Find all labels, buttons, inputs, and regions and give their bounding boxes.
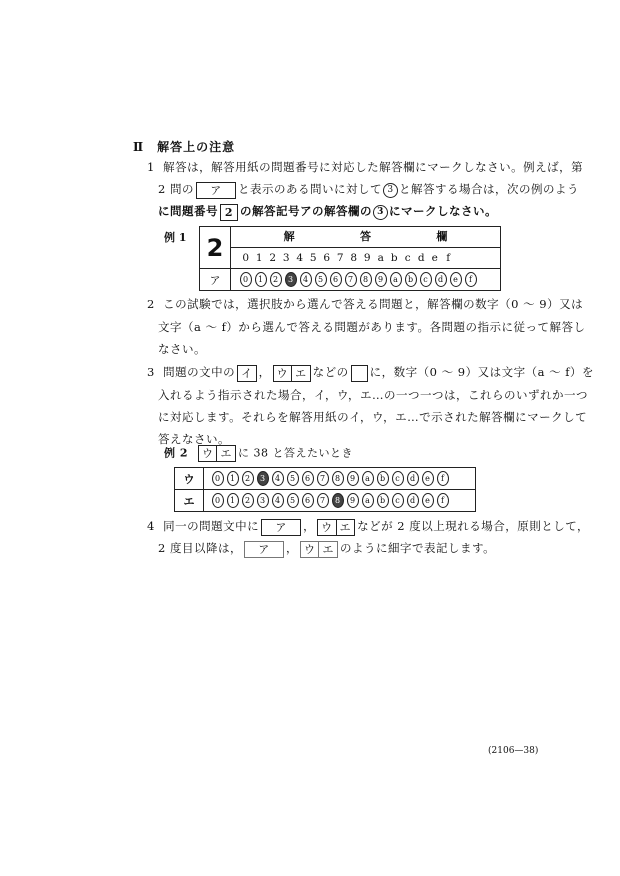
answer-bubble-0[interactable]: 0 [212,471,224,486]
example1-label: 例 1 [164,231,187,244]
answer-bubble-8[interactable]: 8 [332,471,344,486]
item3-line2: 入れるよう指示された場合，イ，ウ，エ…の一つ一つは，これらのいずれか一つ [158,388,589,402]
answer-bubble-4[interactable]: 4 [300,272,312,287]
answer-box-u: ウ [273,365,293,382]
item4-box-a-thin: ア [244,541,284,558]
item1-line3: に問題番号 2 の解答記号アの解答欄の 3 にマークしなさい。 [158,204,497,219]
answer-bubble-0[interactable]: 0 [240,272,252,287]
answer-bubble-9[interactable]: 9 [375,272,387,287]
section-heading: Ⅱ 解答上の注意 [133,140,236,154]
answer-bubble-2[interactable]: 2 [242,493,254,508]
answer-bubble-6[interactable]: 6 [330,272,342,287]
item1-number: 1 [147,160,155,174]
example1-digit-row: 0 1 2 3 4 5 6 7 8 9 a b c d e f [242,252,451,264]
answer-bubble-6[interactable]: 6 [302,471,314,486]
example2-answer-grid [174,467,476,512]
item4-box-e: エ [336,519,356,536]
answer-bubble-0[interactable]: 0 [212,493,224,508]
answer-bubble-5[interactable]: 5 [287,471,299,486]
empty-box [351,365,368,382]
example1-header: 解 答 欄 [231,227,500,248]
answer-bubble-d[interactable]: d [435,272,447,287]
example2-label: 例 2 [164,446,188,460]
item1-line1: 1 解答は，解答用紙の問題番号に対応した解答欄にマークしなさい。例えば，第 [147,160,584,174]
answer-bubble-c[interactable]: c [420,272,432,287]
example2-box-u: ウ [198,445,218,462]
answer-bubble-8[interactable]: 8 [360,272,372,287]
answer-bubble-b[interactable]: b [377,493,389,508]
item4-box-e-thin: エ [318,541,338,558]
example2-caption: 例 2 ウ エ に 38 と答えたいとき [164,446,353,460]
answer-bubble-e[interactable]: e [450,272,462,287]
answer-bubble-f[interactable]: f [465,272,477,287]
answer-bubble-4[interactable]: 4 [272,471,284,486]
answer-bubble-3[interactable]: 3 [285,272,297,287]
example2-bubble-row-u [204,468,476,490]
answer-box-a: ア [196,182,236,199]
answer-bubble-f[interactable]: f [437,493,449,508]
example1-problem-number: 2 [200,227,231,269]
item4-line2: 2 度目以降は， ア ， ウ エ のように細字で表記します。 [158,541,496,556]
answer-bubble-c[interactable]: c [392,493,404,508]
example2-row-label-u: ウ [175,468,204,490]
item2-line2: 文字（a ～ f）から選んで答える問題があります。各問題の指示に従って解答し [158,320,586,334]
item3-number: 3 [147,365,155,379]
answer-bubble-5[interactable]: 5 [287,493,299,508]
answer-bubble-2[interactable]: 2 [242,471,254,486]
circled-3-b: 3 [373,205,388,220]
item2-line3: なさい。 [158,342,206,356]
answer-bubble-d[interactable]: d [407,493,419,508]
answer-bubble-a[interactable]: a [362,493,374,508]
answer-bubble-1[interactable]: 1 [227,471,239,486]
item2-number: 2 [147,297,155,311]
item4-box-u: ウ [317,519,337,536]
item3-line4: 答えなさい。 [158,432,230,446]
answer-bubble-5[interactable]: 5 [315,272,327,287]
answer-bubble-b[interactable]: b [405,272,417,287]
answer-bubble-a[interactable]: a [390,272,402,287]
answer-bubble-6[interactable]: 6 [302,493,314,508]
example2-bubble-row-e [204,490,476,512]
circled-3: 3 [383,183,398,198]
page-code: (2106—38) [488,746,539,756]
item4-line1: 4 同一の問題文中に ア ， ウ エ などが 2 度以上現れる場合，原則として， [147,519,590,534]
answer-bubble-1[interactable]: 1 [227,493,239,508]
item4-box-a: ア [261,519,301,536]
answer-bubble-d[interactable]: d [407,471,419,486]
answer-bubble-e[interactable]: e [422,493,434,508]
answer-bubble-e[interactable]: e [422,471,434,486]
example1-bubble-row [231,269,501,291]
answer-bubble-8[interactable]: 8 [332,493,344,508]
item2-line1: 2 この試験では，選択肢から選んで答える問題と，解答欄の数字（0 ～ 9）又は [147,297,584,311]
answer-bubble-9[interactable]: 9 [347,493,359,508]
answer-bubble-3[interactable]: 3 [257,471,269,486]
example2-box-e: エ [216,445,236,462]
answer-bubble-9[interactable]: 9 [347,471,359,486]
answer-bubble-3[interactable]: 3 [257,493,269,508]
answer-bubble-4[interactable]: 4 [272,493,284,508]
problem-number-box: 2 [220,204,238,221]
answer-bubble-7[interactable]: 7 [317,471,329,486]
answer-bubble-2[interactable]: 2 [270,272,282,287]
answer-bubble-b[interactable]: b [377,471,389,486]
example2-row-label-e: エ [175,490,204,512]
example1-answer-grid [199,226,501,291]
answer-bubble-7[interactable]: 7 [317,493,329,508]
answer-box-i: イ [237,365,257,382]
item4-number: 4 [147,519,155,533]
item1-line2: 2 問の ア と表示のある問いに対して 3 と解答する場合は，次の例のよう [158,182,579,197]
answer-bubble-1[interactable]: 1 [255,272,267,287]
answer-bubble-a[interactable]: a [362,471,374,486]
item3-line1: 3 問題の文中の イ ， ウ エ などの に，数字（0 ～ 9）又は文字（a ～ f）を [147,365,595,380]
item3-line3: に対応します。それらを解答用紙のイ，ウ，エ…で示された解答欄にマークして [158,410,588,424]
answer-bubble-f[interactable]: f [437,471,449,486]
example1-row-label: ア [200,269,231,291]
answer-bubble-7[interactable]: 7 [345,272,357,287]
item4-box-u-thin: ウ [300,541,320,558]
answer-bubble-c[interactable]: c [392,471,404,486]
answer-box-e: エ [291,365,311,382]
